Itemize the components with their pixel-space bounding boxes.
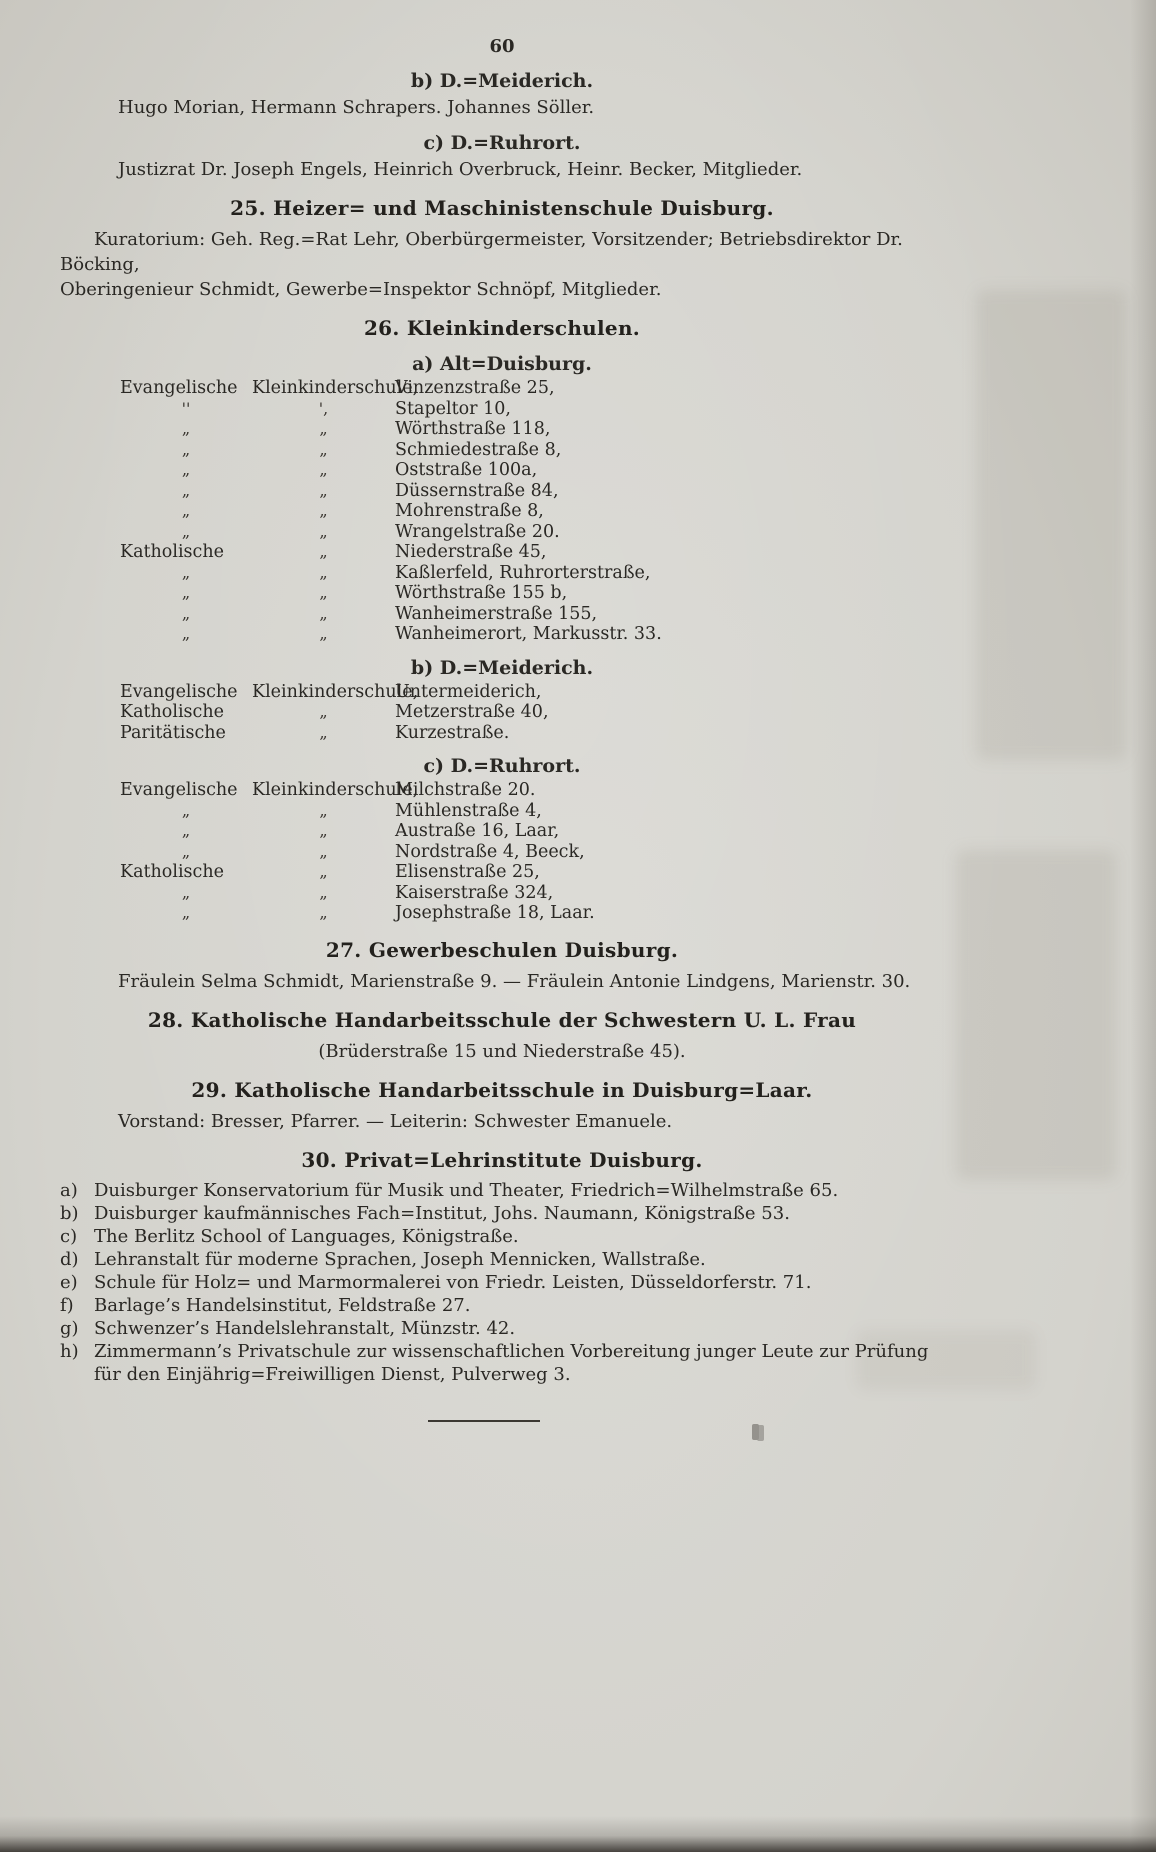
list-item	[60, 1317, 944, 1340]
school-type-cell: „	[319, 903, 328, 922]
list-item-text: Schwenzer’s Handelslehranstalt, Münzstr. 42.	[94, 1317, 516, 1339]
table-row	[120, 563, 944, 584]
address-cell: Wörthstraße 155 b,	[395, 583, 568, 603]
school-type-cell: Kleinkinderschule,	[252, 780, 419, 800]
denomination-cell: Paritätische	[120, 722, 226, 743]
table-row	[120, 399, 944, 420]
table-row	[120, 821, 944, 842]
list-item-text: The Berlitz School of Languages, Königstraße.	[94, 1225, 519, 1247]
list-item-label: g)	[60, 1317, 79, 1339]
denomination-cell: Evangelische	[120, 780, 238, 800]
school-type-cell: „	[319, 862, 328, 881]
list-item-label: d)	[60, 1248, 79, 1270]
address-cell: Milchstraße 20.	[395, 780, 536, 800]
list-item-label: a)	[60, 1179, 78, 1201]
kleinkinderschulen-table-ruhrort	[60, 780, 944, 924]
address-cell: Wörthstraße 118,	[395, 419, 551, 439]
school-type-cell: „	[319, 419, 328, 438]
denomination-cell: „	[181, 821, 191, 840]
address-cell: Kaßlerfeld, Ruhrorterstraße,	[395, 562, 651, 583]
table-row	[120, 624, 944, 645]
school-type-cell: „	[319, 501, 328, 520]
denomination-cell: Katholische	[120, 702, 224, 722]
table-row	[120, 583, 944, 604]
address-cell: Düssernstraße 84,	[395, 480, 559, 501]
section-27-line: Fräulein Selma Schmidt, Marienstraße 9. — Fräulein Antonie Lindgens, Marienstr. 30.	[118, 970, 911, 992]
table-row	[120, 419, 944, 440]
section-28-line: (Brüderstraße 15 und Niederstraße 45).	[318, 1040, 686, 1062]
denomination-cell: „	[181, 583, 191, 602]
page-number: 60	[489, 36, 515, 57]
school-type-cell: „	[319, 702, 328, 721]
address-cell: Kurzestraße.	[395, 722, 510, 743]
address-cell: Wrangelstraße 20.	[395, 521, 560, 542]
denomination-cell: Evangelische	[120, 681, 238, 702]
school-type-cell: „	[319, 480, 328, 500]
list-item	[60, 1248, 944, 1271]
section-28-heading: 28. Katholische Handarbeitsschule der Schwestern U. L. Frau	[147, 1007, 857, 1032]
table-row	[120, 842, 944, 863]
list-item-text: Duisburger Konservatorium für Musik und Theater, Friedrich=Wilhelmstraße 65.	[94, 1179, 839, 1201]
table-row	[120, 702, 944, 723]
denomination-cell: „	[181, 882, 191, 902]
section-27-heading: 27. Gewerbeschulen Duisburg.	[325, 937, 679, 962]
list-item-text: Schule für Holz= und Marmormalerei von Friedr. Leisten, Düsseldorferstr. 71.	[94, 1271, 812, 1293]
table-row	[120, 460, 944, 481]
table-row	[120, 682, 944, 703]
table-row	[120, 481, 944, 502]
address-cell: Oststraße 100a,	[395, 460, 538, 480]
table-row	[120, 522, 944, 543]
denomination-cell: ''	[181, 398, 191, 418]
ruhrort-members-line: Justizrat Dr. Joseph Engels, Heinrich Overbruck, Heinr. Becker, Mitglieder.	[118, 159, 803, 180]
section-26-heading: 26. Kleinkinderschulen.	[363, 316, 641, 340]
denomination-cell: „	[181, 903, 191, 922]
section-29-heading: 29. Katholische Handarbeitsschule in Duisburg=Laar.	[191, 1077, 813, 1102]
school-type-cell: Kleinkinderschule,	[252, 681, 419, 702]
table-row	[120, 801, 944, 822]
address-cell: Mühlenstraße 4,	[395, 800, 542, 821]
table-row	[120, 501, 944, 522]
table-row	[120, 723, 944, 744]
address-cell: Untermeiderich,	[395, 681, 542, 702]
address-cell: Austraße 16, Laar,	[395, 821, 560, 841]
address-cell: Vinzenzstraße 25,	[395, 378, 555, 398]
school-type-cell: „	[319, 624, 328, 643]
address-cell: Wanheimerort, Markusstr. 33.	[395, 624, 662, 644]
list-item-text: Duisburger kaufmännisches Fach=Institut, Johs. Naumann, Königstraße 53.	[94, 1202, 790, 1224]
ink-mark-artifact	[752, 1424, 759, 1440]
list-item-label: h)	[60, 1340, 79, 1362]
school-type-cell: „	[319, 800, 328, 820]
school-type-cell: „	[319, 882, 328, 902]
bleed-through-artifact	[956, 850, 1116, 1180]
address-cell: Mohrenstraße 8,	[395, 501, 544, 521]
table-row	[120, 604, 944, 625]
meiderich-members-line: Hugo Morian, Hermann Schrapers. Johannes Söller.	[118, 97, 595, 118]
table-row	[120, 378, 944, 399]
school-type-cell: „	[319, 583, 328, 602]
address-cell: Elisenstraße 25,	[395, 862, 540, 882]
school-type-cell: „	[319, 521, 328, 541]
subheading-alt-duisburg: a) Alt=Duisburg.	[412, 353, 592, 375]
denomination-cell: Katholische	[120, 862, 224, 882]
address-cell: Wanheimerstraße 155,	[395, 603, 598, 624]
subheading-meiderich: b) D.=Meiderich.	[410, 656, 594, 679]
list-item	[60, 1340, 944, 1386]
list-item	[60, 1225, 944, 1248]
end-divider	[428, 1420, 540, 1422]
address-cell: Josephstraße 18, Laar.	[395, 903, 595, 923]
denomination-cell: „	[181, 603, 191, 623]
page-content	[60, 0, 944, 1422]
school-type-cell: „	[319, 542, 328, 561]
denomination-cell: „	[181, 624, 191, 643]
kleinkinderschulen-table-alt-duisburg	[60, 378, 944, 645]
list-item	[60, 1271, 944, 1294]
address-cell: Kaiserstraße 324,	[395, 882, 554, 903]
subheading-b-meiderich: b) D.=Meiderich.	[410, 70, 594, 92]
list-item	[60, 1294, 944, 1317]
list-item-label: e)	[60, 1271, 78, 1293]
address-cell: Niederstraße 45,	[395, 542, 547, 562]
denomination-cell: Katholische	[120, 542, 224, 562]
list-item-text: Barlage’s Handelsinstitut, Feldstraße 27.	[94, 1294, 471, 1316]
subheading-c-ruhrort: c) D.=Ruhrort.	[423, 132, 581, 154]
list-item-text: Lehranstalt für moderne Sprachen, Joseph Mennicken, Wallstraße.	[94, 1248, 706, 1270]
school-type-cell: „	[319, 722, 328, 742]
denomination-cell: „	[181, 460, 191, 479]
school-type-cell: „	[319, 460, 328, 479]
denomination-cell: „	[181, 480, 191, 500]
denomination-cell: „	[181, 562, 191, 582]
private-institutes-list	[60, 1179, 944, 1386]
bleed-through-artifact	[976, 290, 1126, 760]
denomination-cell: „	[181, 841, 191, 861]
kleinkinderschulen-table-meiderich	[60, 682, 944, 744]
school-type-cell: „	[319, 603, 328, 623]
table-row	[120, 542, 944, 563]
section-30-heading: 30. Privat=Lehrinstitute Duisburg.	[301, 1147, 703, 1172]
denomination-cell: Evangelische	[120, 378, 238, 398]
subheading-ruhrort: c) D.=Ruhrort.	[423, 755, 581, 777]
table-row	[120, 903, 944, 924]
list-item-label: b)	[60, 1202, 79, 1224]
list-item-label: c)	[60, 1225, 78, 1247]
table-row	[120, 440, 944, 461]
school-type-cell: ',	[318, 398, 329, 418]
school-type-cell: „	[319, 439, 328, 459]
section-25-line1: Kuratorium: Geh. Reg.=Rat Lehr, Oberbürgermeister, Vorsitzender; Betriebsdirektor Dr. Böcking,	[60, 229, 903, 275]
list-item	[60, 1202, 944, 1225]
address-cell: Schmiedestraße 8,	[395, 439, 562, 460]
denomination-cell: „	[181, 419, 191, 438]
school-type-cell: „	[319, 821, 328, 840]
section-25-line2: Oberingenieur Schmidt, Gewerbe=Inspektor Schnöpf, Mitglieder.	[60, 279, 662, 300]
table-row	[120, 862, 944, 883]
section-25-heading: 25. Heizer= und Maschinistenschule Duisburg.	[230, 196, 774, 220]
scan-edge-shadow	[1130, 0, 1156, 1852]
school-type-cell: Kleinkinderschule,	[252, 378, 419, 398]
section-29-line: Vorstand: Bresser, Pfarrer. — Leiterin: Schwester Emanuele.	[118, 1110, 673, 1132]
address-cell: Metzerstraße 40,	[395, 702, 549, 722]
address-cell: Stapeltor 10,	[395, 398, 511, 419]
list-item	[60, 1179, 944, 1202]
list-item-text: Zimmermann’s Privatschule zur wissenschaftlichen Vorbereitung junger Leute zur Prüfung für den Einjährig=Freiwilligen Dienst, Pulverweg 3.	[94, 1340, 929, 1385]
denomination-cell: „	[181, 800, 191, 820]
school-type-cell: „	[319, 562, 328, 582]
list-item-label: f)	[60, 1294, 74, 1316]
table-row	[120, 780, 944, 801]
denomination-cell: „	[181, 439, 191, 459]
address-cell: Nordstraße 4, Beeck,	[395, 841, 585, 862]
school-type-cell: „	[319, 841, 328, 861]
table-row	[120, 883, 944, 904]
denomination-cell: „	[181, 521, 191, 541]
denomination-cell: „	[181, 501, 191, 520]
